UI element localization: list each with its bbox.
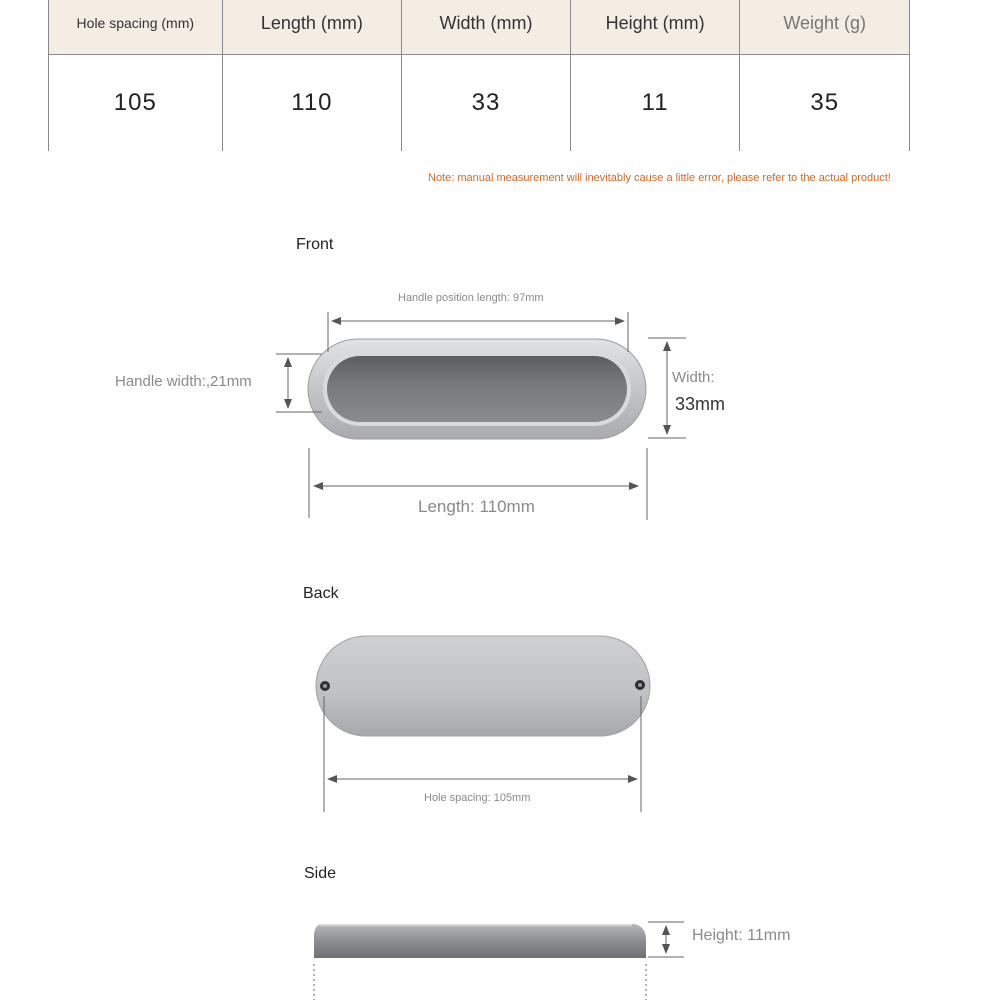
- back-plate: [316, 636, 650, 736]
- length-label: Length: 110mm: [418, 497, 535, 516]
- height-label: Height: 11mm: [692, 927, 791, 944]
- handle-position-length-label: Handle position length: 97mm: [398, 292, 544, 304]
- value-height: 11: [571, 55, 741, 151]
- handle-width-label: Handle width:,21mm: [115, 373, 252, 390]
- hole-spacing-label: Hole spacing: 105mm: [424, 792, 531, 804]
- header-height: Height (mm): [571, 0, 741, 54]
- front-label: Front: [296, 236, 334, 253]
- back-label: Back: [303, 585, 339, 602]
- value-weight: 35: [810, 89, 840, 116]
- header-width: Width (mm): [402, 0, 571, 54]
- header-weight: Weight (g): [783, 12, 867, 33]
- value-width: 33: [402, 55, 571, 151]
- width-value: 33mm: [675, 394, 726, 414]
- side-profile: [314, 924, 646, 958]
- side-label: Side: [304, 865, 337, 882]
- value-length: 110: [223, 55, 403, 151]
- header-hole-spacing: Hole spacing (mm): [49, 0, 223, 54]
- value-hole-spacing: 105: [49, 55, 223, 151]
- measurement-note: Note: manual measurement will inevitably cause a little error, please refer to the actual product!: [428, 172, 891, 184]
- header-length: Length (mm): [223, 0, 403, 54]
- front-handle: [308, 339, 646, 439]
- width-label: Width:: [672, 369, 715, 386]
